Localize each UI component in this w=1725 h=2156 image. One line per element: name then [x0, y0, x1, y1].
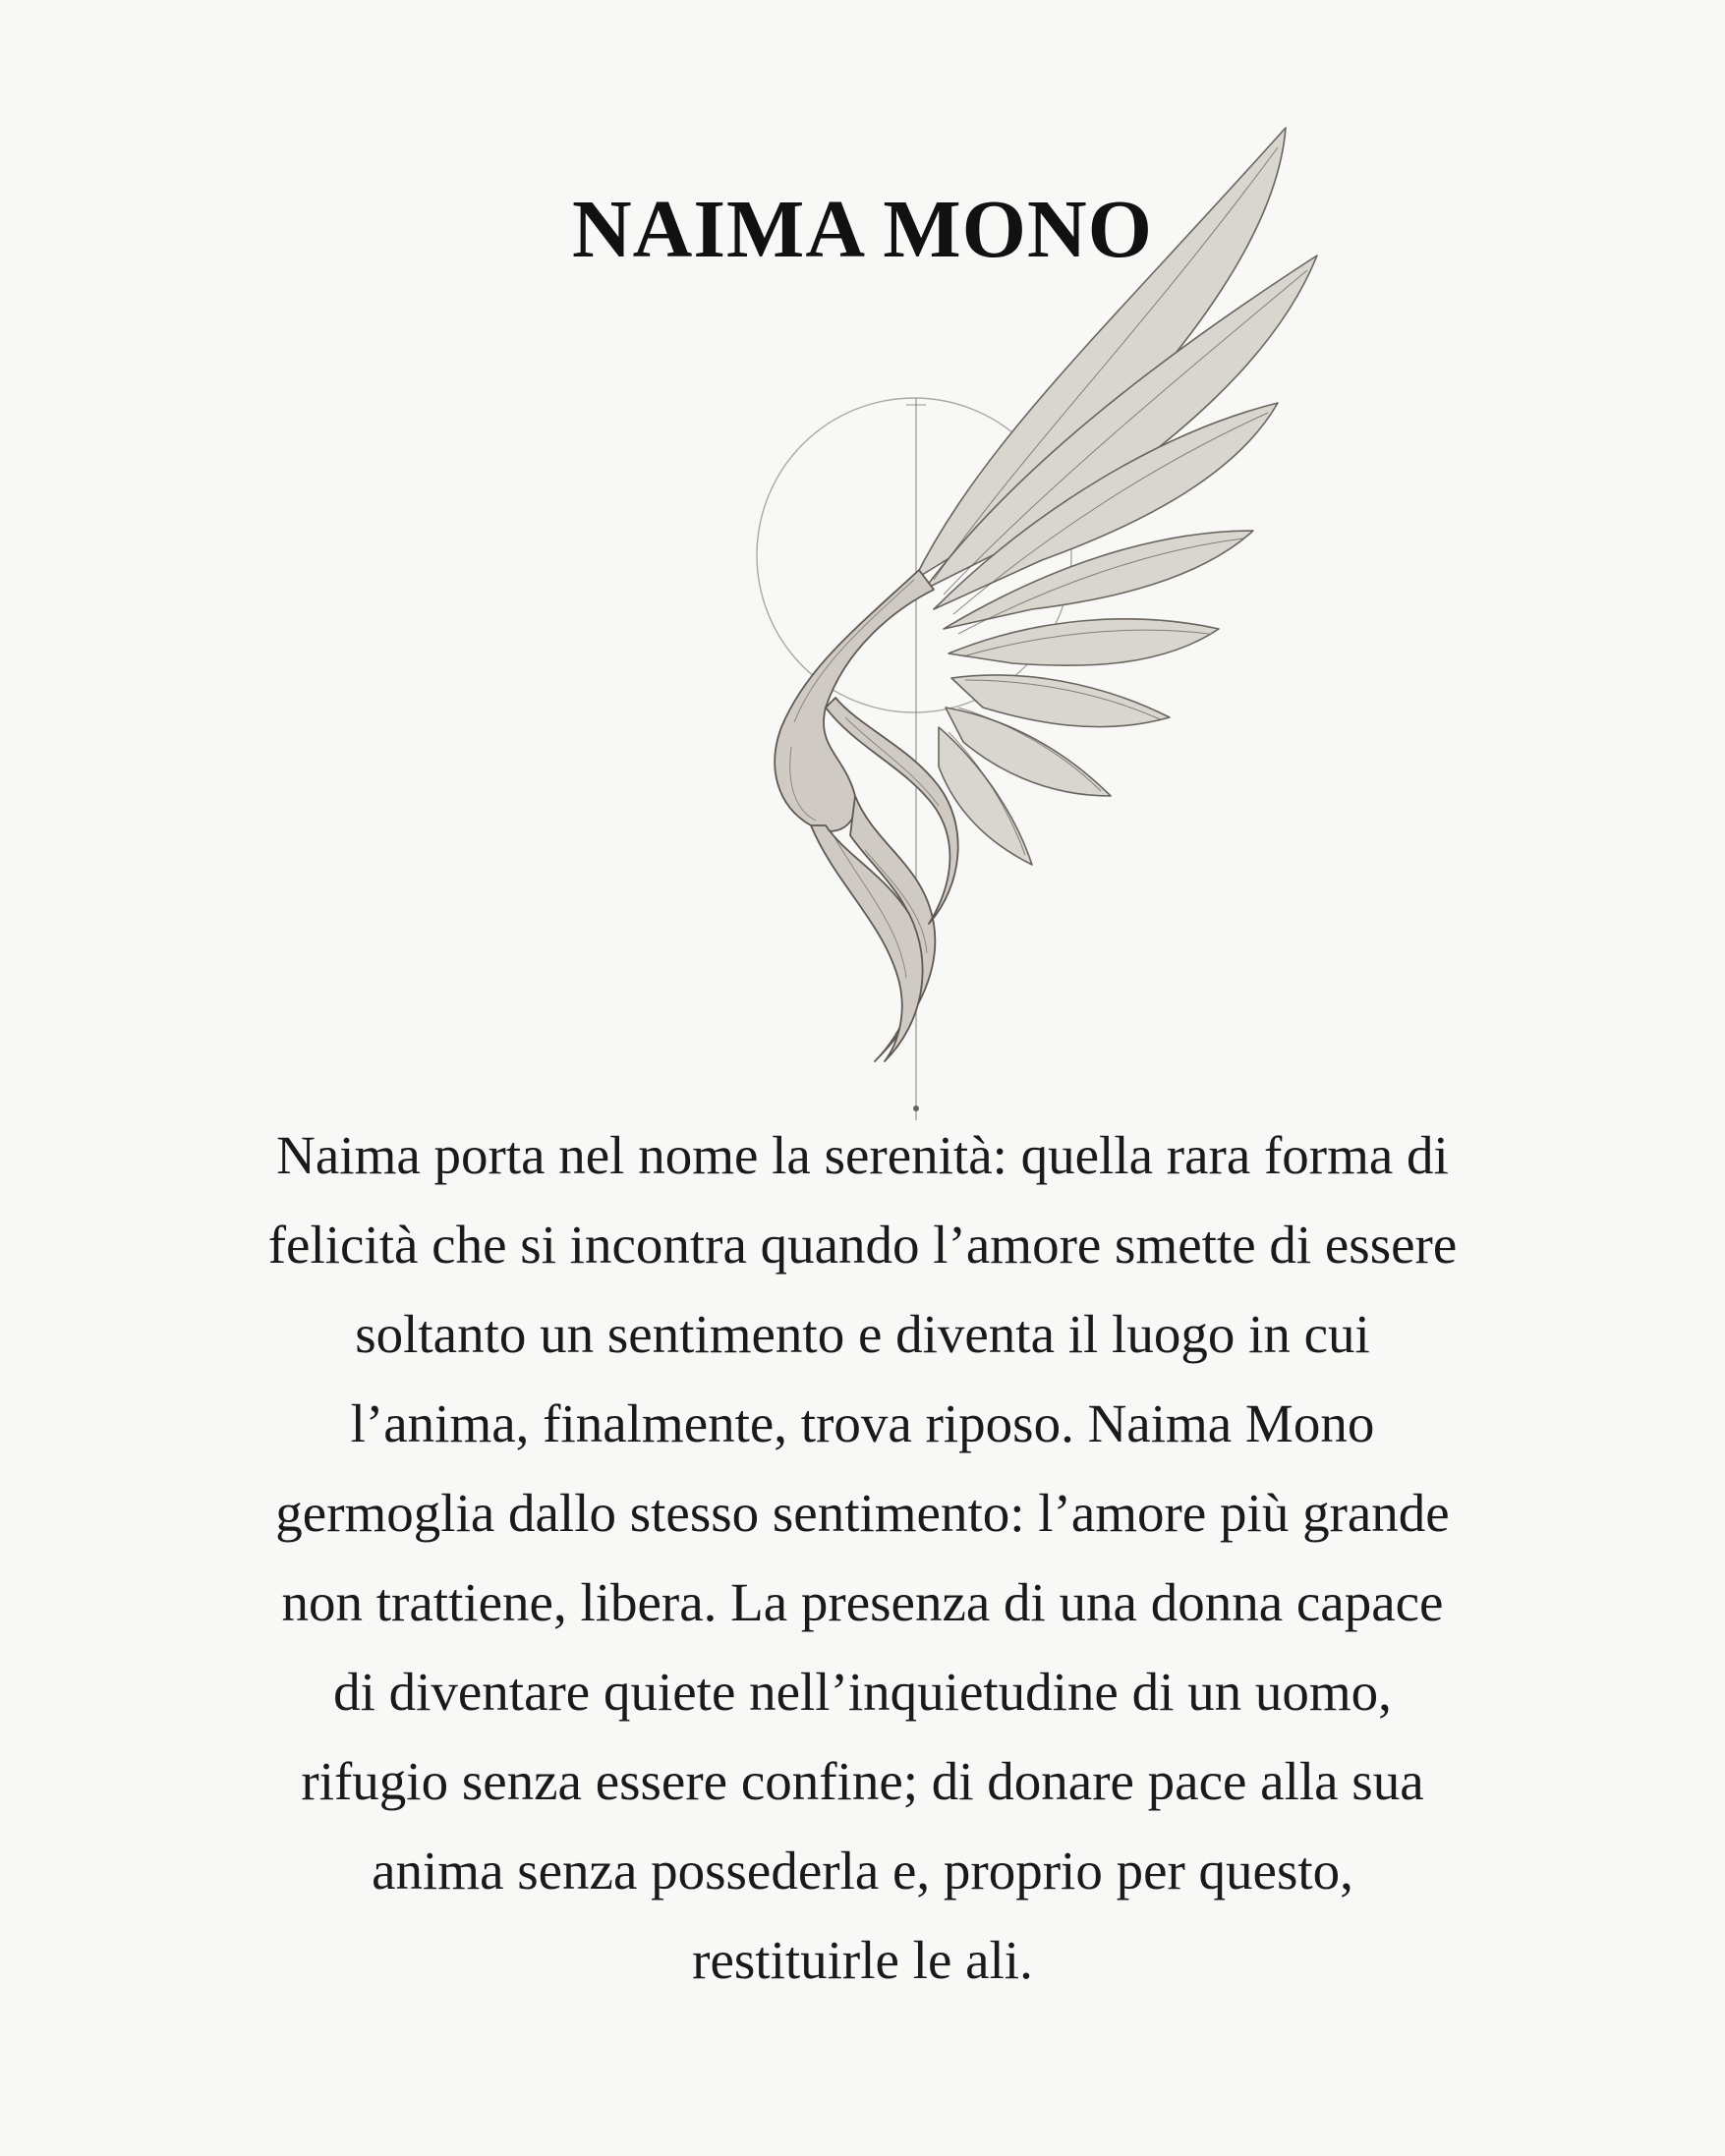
paragraph-line: Naima porta nel nome la serenità: quella rara forma di: [276, 1125, 1449, 1185]
paragraph-line: non trattiene, libera. La presenza di una donna capace: [281, 1572, 1444, 1632]
paragraph-line: germoglia dallo stesso sentimento: l’amore più grande: [275, 1483, 1450, 1543]
paragraph-line: l’anima, finalmente, trova riposo. Naima Mono: [350, 1393, 1375, 1453]
paragraph-line: felicità che si incontra quando l’amore smette di essere: [267, 1215, 1458, 1275]
paragraph-line: rifugio senza essere confine; di donare pace alla sua: [301, 1751, 1424, 1811]
body-paragraph: [147, 1110, 1578, 2005]
paragraph-line: restituirle le ali.: [692, 1930, 1033, 1990]
paragraph-line: di diventare quiete nell’inquietudine di un uomo,: [333, 1662, 1392, 1722]
paragraph-line: soltanto un sentimento e diventa il luogo in cui: [355, 1304, 1370, 1364]
paragraph-line: anima senza possederla e, proprio per questo,: [372, 1841, 1353, 1901]
page-title: NAIMA MONO: [572, 184, 1153, 275]
